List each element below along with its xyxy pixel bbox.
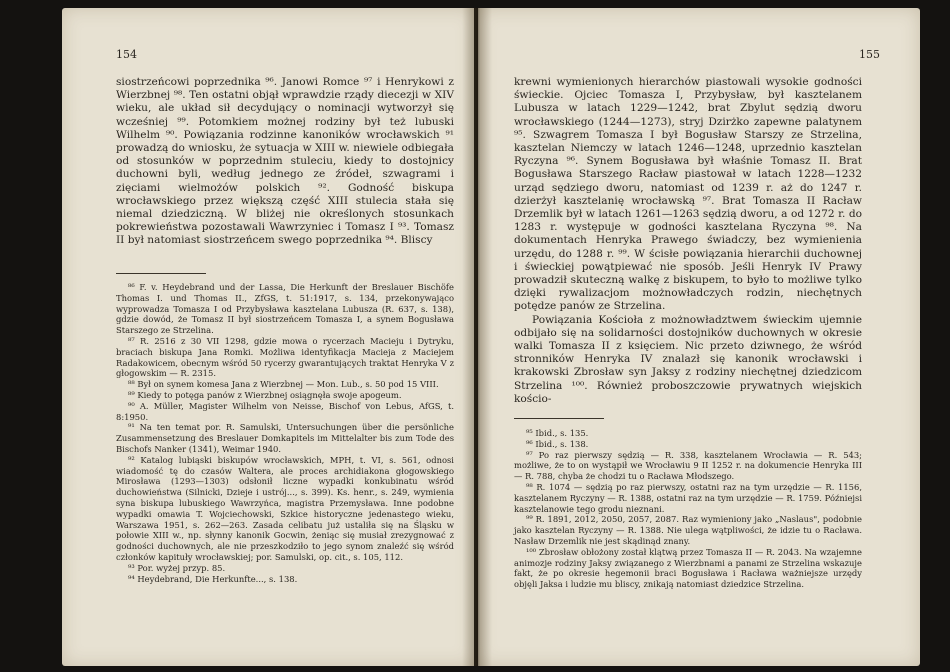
footnotes-left — [116, 282, 454, 584]
footnote: ¹⁰⁰ Zbrosław obłożony został klątwą przez Tomasza II — R. 2043. Na wzajemne animozje rodziny Jaksy związanego z Wierzbnami a panami ze Strzelina wskazuje fakt, że po okresie hegemonii braci Bogusława i Racława ważniejsze urzędy objęli Jaksa i ludzie mu bliscy, znikają natomiast dziedzice Strzelina. — [514, 546, 862, 590]
footnote: ⁸⁹ Kiedy to potęga panów z Wierzbnej osiągnęła swoje apogeum. — [128, 389, 402, 400]
footnote: ⁹⁰ A. Müller, Magister Wilhelm von Neisse, Bischof von Lebus, AfGS, t. 8:1950. — [116, 400, 454, 422]
footnotes-right — [514, 428, 862, 590]
page-number-right: 155 — [859, 48, 880, 61]
body-paragraph: Powiązania Kościoła z możnowładztwem świeckim ujemnie odbijało się na solidarności dostojników duchownych w okresie walki Tomasza II z księciem. Nic przeto dziwnego, że wśród stronników Henryka IV znalazł się kanonik wrocławski i krakowski Zbrosław syn Jaksy z rodziny niechętnej dziedzicom Strzelina ¹⁰⁰. Również proboszczowie prywatnych wiejskich kościo- — [514, 313, 862, 405]
footnote: ⁹⁷ Po raz pierwszy sędzią — R. 338, kasztelanem Wrocławia — R. 543; możliwe, że to on wystąpił we Wrocławiu 9 II 1252 r. na dokumencie Henryka III — R. 788, chyba że chodzi tu o Racława Młodszego. — [514, 449, 862, 482]
footnote: ⁹⁴ Heydebrand, Die Herkunfte..., s. 138. — [128, 573, 298, 584]
page-number-left: 154 — [116, 48, 137, 61]
body-paragraph: siostrzeńcowi poprzednika ⁹⁶. Janowi Romce ⁹⁷ i Henrykowi z Wierzbnej ⁹⁸. Ten ostatni objął wprawdzie rządy diecezji w XIV wieku, ale układ sił decydujący o nominacji wytworzył się wcześniej ⁹⁹. Potomkiem możnej rodziny był też lubuski Wilhelm ⁹⁰. Powiązania rodzinne kanoników wrocławskich ⁹¹ prowadzą do wniosku, że sytuacja w XIII w. niewiele odbiegała od stosunków w poprzednim stuleciu, kiedy to dostojnicy duchowni byli, według jednego ze źródeł, szwagrami i zięciami wielmożów polskich ⁹². Godność biskupa wrocławskiego przez większą część XIII stulecia stała się niemal dziedziczną. W bliżej nie określonych stosunkach pokrewieństwa pozostawali Wawrzyniec i Tomasz I ⁹³. Tomasz II był natomiast siostrzeńcem swego poprzednika ⁹⁴. Bliscy — [116, 76, 454, 247]
footnote: ⁹³ Por. wyżej przyp. 85. — [128, 562, 226, 573]
footnote: ⁹⁸ R. 1074 — sędzią po raz pierwszy, ostatni raz na tym urzędzie — R. 1156, kasztelanem Ryczyny — R. 1388, ostatni raz na tym urzędzie — R. 1759. Późniejsi kasztelanowie tego grodu nieznani. — [514, 481, 862, 514]
footnote: ⁹⁶ Ibid., s. 138. — [526, 438, 589, 449]
footnote: ⁹² Katalog lubiąski biskupów wrocławskich, MPH, t. VI, s. 561, odnosi wiadomość tę do czasów Waltera, ale proces archidiakona głogowskiego Mirosława (1293—1303) odsłonił liczne wypadki konkubinatu wśród duchowieństwa (Silnicki, Dzieje i ustrój..., s. 399). Ks. henr., s. 249, wymienia syna biskupa lubuskiego Wawrzyńca, magistra Przemysława. Inne podobne wypadki omawia T. Wojciechowski, Szkice historyczne jedenastego wieku, Warszawa 1951, s. 262—263. Zasada celibatu już ustaliła się na Śląsku w połowie XIII w., np. słynny kanonik Gocwin, żeniąc się musiał zrezygnować z godności duchownych, ale nie przeszkodziło to jego synom znaleźć się wśród członków kapituły wrocławskiej; por. Samulski, op. cit., s. 105, 112. — [116, 454, 454, 562]
body-paragraph: krewni wymienionych hierarchów piastowali wysokie godności świeckie. Ojciec Tomasza I, Przybysław, był kasztelanem Lubusza w latach 1229—1242, brat Zbylut sędzią dworu wrocławskiego (1244—1273), stryj Dzirżko zapewne palatynem ⁹⁵. Szwagrem Tomasza I był Bogusław Starszy ze Strzelina, kasztelan Niemczy w latach 1246—1248, uprzednio kasztelan Ryczyna ⁹⁶. Synem Bogusława był właśnie Tomasz II. Brat Bogusława Starszego Racław piastował w latach 1228—1232 urząd sędziego dworu, natomiast od 1239 r. aż do 1247 r. dzierżył kasztelanię wrocławską ⁹⁷. Brat Tomasza II Racław Drzemlik był w latach 1261—1263 sędzią dworu, a od 1272 r. do 1283 r. występuje w godności kasztelana Ryczyna ⁹⁸. Na dokumentach Henryka Prawego świadczy, bez wymienienia urzędu, do 1288 r. ⁹⁹. W ścisłe powiązania hierarchii duchownej i świeckiej powątpiewać nie sposób. Jeśli Henryk IV Prawy prowadził skuteczną walkę z biskupem, to było to możliwe tylko dzięki rywalizacjom możnowładczych rodzin, niechętnych potędze panów ze Strzelina. — [514, 76, 862, 313]
footnote-rule-left — [116, 273, 206, 274]
left-page — [62, 8, 474, 666]
footnote: ⁹⁵ Ibid., s. 135. — [526, 428, 589, 438]
footnote: ⁹¹ Na ten temat por. R. Samulski, Untersuchungen über die persönliche Zusammensetzung des Breslauer Domkapitels im Mittelalter bis zum Tode des Bischofs Nanker (1341), Weimar 1940. — [116, 422, 454, 454]
body-text-right — [514, 76, 862, 406]
footnote: ⁸⁷ R. 2516 z 30 VII 1298, gdzie mowa o rycerzach Macieju i Dytryku, braciach biskupa Jana Romki. Możliwa identyfikacja Macieja z Maciejem Radakowicem, obecnym wśród 50 rycerzy gwarantujących traktat Henryka V z głogowskim — R. 2315. — [116, 335, 454, 379]
footnote: ⁸⁸ Był on synem komesa Jana z Wierzbnej — Mon. Lub., s. 50 pod 15 VIII. — [128, 379, 439, 390]
right-page — [478, 8, 920, 666]
footnote: ⁸⁶ F. v. Heydebrand und der Lassa, Die Herkunft der Breslauer Bischöfe Thomas I. und Thomas II., ZfGS, t. 51:1917, s. 134, przekonywająco wyprowadza Tomasza I od Przybysława kasztelana Lubusza (R. 637, s. 138), gdzie dowód, że Tomasz II był siostrzeńcem Tomasza I, a synem Bogusława Starszego ze Strzelina. — [116, 282, 454, 336]
footnote: ⁹⁹ R. 1891, 2012, 2050, 2057, 2087. Raz wymieniony jako „Naslaus", podobnie jako kasztelan Ryczyny — R. 1388. Nie ulega wątpliwości, że idzie tu o Racława. Nasław Drzemlik nie jest skądinąd znany. — [514, 514, 862, 546]
footnote-rule-right — [514, 418, 604, 419]
body-text-left — [116, 76, 454, 248]
